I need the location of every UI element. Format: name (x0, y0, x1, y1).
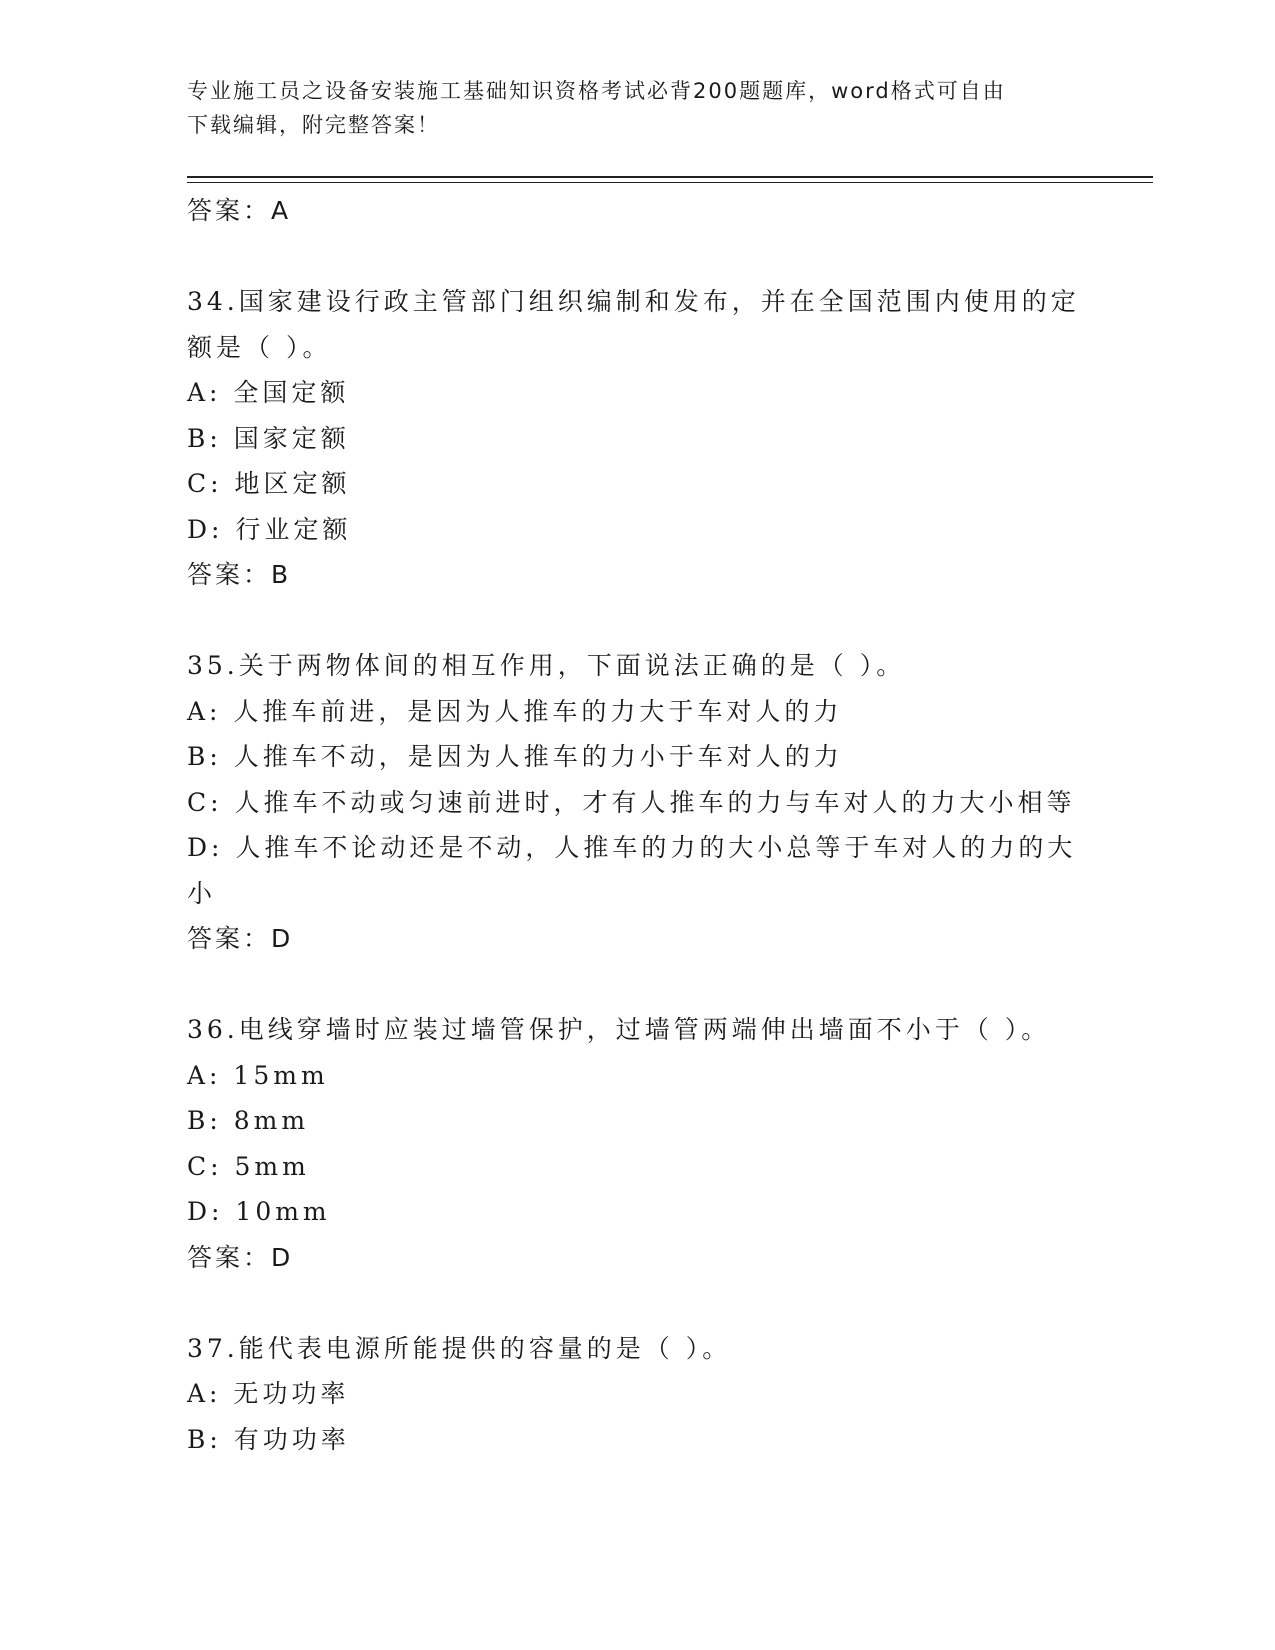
option-c: C: 人推车不动或匀速前进时，才有人推车的力与车对人的力大小相等 (187, 787, 1076, 817)
question-36 (187, 1007, 1087, 1280)
option-a: A: 人推车前进，是因为人推车的力大于车对人的力 (187, 696, 843, 726)
option-b: B: 人推车不动，是因为人推车的力小于车对人的力 (187, 742, 843, 771)
spacer (187, 962, 1087, 1008)
option-d: D: 人推车不论动还是不动，人推车的力的大小总等于车对人的力的大 (187, 833, 1077, 862)
option-b: B: 有功功率 (187, 1424, 350, 1454)
document-header (187, 74, 1087, 142)
question-35 (187, 643, 1087, 962)
answer-line: 答案：A (187, 196, 292, 225)
question-stem: 37.能代表电源所能提供的容量的是（ ）。 (187, 1333, 732, 1363)
spacer (187, 598, 1087, 644)
option-c: C: 地区定额 (187, 469, 351, 498)
option-b: B: 国家定额 (187, 423, 350, 453)
header-rule-thin (187, 182, 1153, 183)
question-stem: 36.电线穿墙时应装过墙管保护，过墙管两端伸出墙面不小于（ ）。 (187, 1015, 1051, 1044)
question-list (187, 188, 1087, 1462)
answer-line: 答案：D (187, 1242, 294, 1272)
option-a: A: 15mm (187, 1060, 329, 1090)
spacer (187, 1280, 1087, 1326)
option-a: A: 全国定额 (187, 378, 350, 407)
option-d: D: 行业定额 (187, 514, 352, 544)
question-stem-cont: 额是（ ）。 (187, 332, 332, 362)
spacer (187, 234, 1087, 280)
question-37 (187, 1326, 1087, 1463)
header-line: 专业施工员之设备安装施工基础知识资格考试必背200题题库，word格式可自由 (187, 79, 1006, 103)
option-a: A: 无功功率 (187, 1379, 350, 1408)
question-stem: 34.国家建设行政主管部门组织编制和发布，并在全国范围内使用的定 (187, 287, 1080, 316)
answer-line: 答案：B (187, 560, 292, 589)
option-d: D: 10mm (187, 1197, 331, 1226)
header-rule (187, 176, 1153, 178)
answer-line: 答案：D (187, 924, 294, 953)
header-line: 下载编辑，附完整答案！ (187, 113, 440, 137)
option-c: C: 5mm (187, 1151, 310, 1181)
option-d-cont: 小 (187, 878, 217, 908)
question-stem: 35.关于两物体间的相互作用，下面说法正确的是（ ）。 (187, 651, 906, 680)
question-34 (187, 279, 1087, 598)
option-b: B: 8mm (187, 1106, 310, 1135)
